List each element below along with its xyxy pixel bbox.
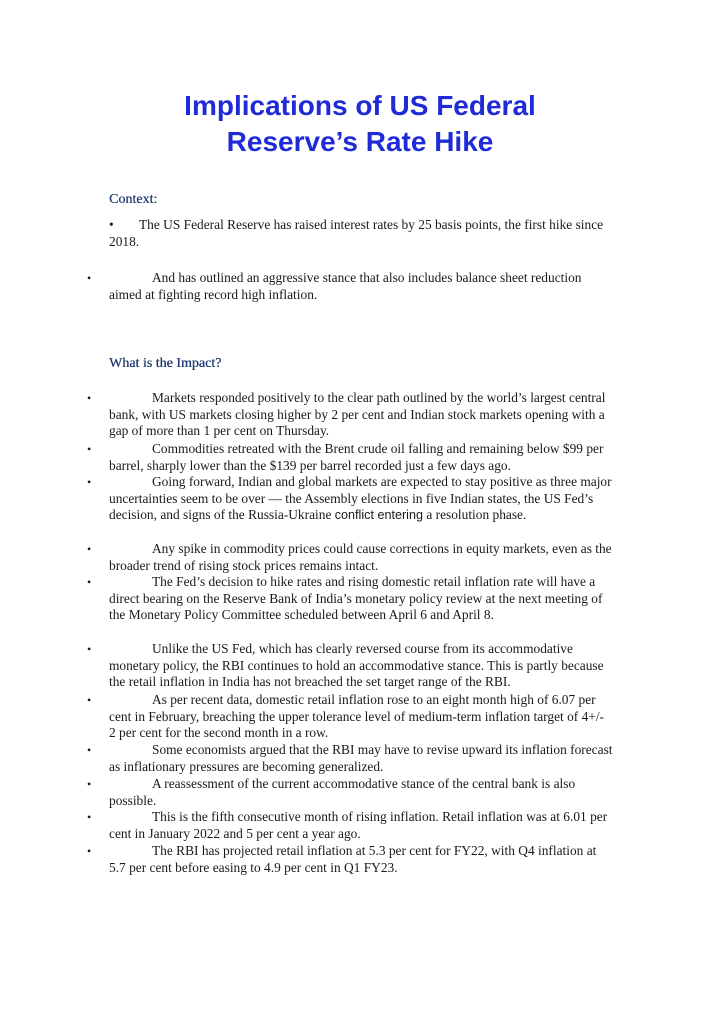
impact-item <box>109 776 614 809</box>
bullet-glyph: • <box>87 693 92 707</box>
impact-item-text: A reassessment of the current accommodative stance of the central bank is also possible. <box>109 776 576 808</box>
impact-item-text: As per recent data, domestic retail inflation rose to an eight month high of 6.07 per cent in February, breaching the upper tolerance level of medium-term inflation target of 4+/- 2 per cent for the second month in a row. <box>109 692 605 741</box>
impact-item <box>109 390 614 440</box>
bullet-glyph: • <box>87 777 92 791</box>
impact-item <box>109 692 614 742</box>
impact-item-text: Some economists argued that the RBI may have to revise upward its inflation forecast as inflationary pressures are becoming generalized. <box>109 742 613 774</box>
impact-item-text: Unlike the US Fed, which has clearly reversed course from its accommodative monetary policy, the RBI continues to hold an accommodative stance. This is partly because the retail inflation in India has not breached the set target range of the RBI. <box>109 641 604 690</box>
bullet-glyph: • <box>87 442 92 456</box>
bullet-glyph: • <box>87 271 92 285</box>
context-item-1-text: The US Federal Reserve has raised interest rates by 25 basis points, the first hike since 2018. <box>109 217 604 249</box>
impact-heading: What is the Impact? <box>109 356 222 371</box>
title-line-2: Reserve’s Rate Hike <box>226 126 494 157</box>
impact-item-text: This is the fifth consecutive month of rising inflation. Retail inflation was at 6.01 per cent in January 2022 and 5 per cent a year ago. <box>109 809 608 841</box>
impact-item-text: The Fed’s decision to hike rates and rising domestic retail inflation rate will have a direct bearing on the Reserve Bank of India’s monetary policy review at the next meeting of the Monetary Policy Committee scheduled between April 6 and April 8. <box>109 574 603 623</box>
bullet-glyph: • <box>109 217 114 232</box>
impact-item-text-end: a resolution phase. <box>422 507 527 523</box>
bullet-glyph: • <box>87 575 92 589</box>
bullet-glyph: • <box>87 642 92 656</box>
page-title <box>0 88 720 160</box>
title-line-1: Implications of US Federal <box>184 90 536 121</box>
context-item-1 <box>109 217 614 250</box>
bullet-glyph: • <box>87 475 92 489</box>
impact-item <box>109 809 614 842</box>
impact-item <box>109 742 614 775</box>
impact-item-text: Markets responded positively to the clear path outlined by the world’s largest central bank, with US markets closing higher by 2 per cent and Indian stock markets opening with a gap of more than 1 per cent on Thursday. <box>109 390 606 439</box>
impact-item <box>109 441 614 474</box>
bullet-glyph: • <box>87 391 92 405</box>
context-heading: Context: <box>109 192 158 207</box>
impact-item-text: Commodities retreated with the Brent crude oil falling and remaining below $99 per barrel, sharply lower than the $139 per barrel recorded just a few days ago. <box>109 441 604 473</box>
bullet-glyph: • <box>87 743 92 757</box>
context-item-2-text: And has outlined an aggressive stance that also includes balance sheet reduction aimed at fighting record high inflation. <box>109 270 582 302</box>
impact-item-text: The RBI has projected retail inflation at 5.3 per cent for FY22, with Q4 inflation at 5.7 per cent before easing to 4.9 per cent in Q1 FY23. <box>109 843 597 875</box>
bullet-glyph: • <box>87 542 92 556</box>
impact-item <box>109 641 614 691</box>
bullet-glyph: • <box>87 810 92 824</box>
bullet-glyph: • <box>87 844 92 858</box>
impact-item <box>109 843 614 876</box>
impact-item <box>109 541 614 574</box>
impact-item-going-forward <box>109 474 614 524</box>
conflict-entering-text: conflict entering <box>334 508 423 523</box>
context-item-2 <box>109 270 614 303</box>
impact-item <box>109 574 614 624</box>
impact-item-text: Going forward, Indian and global markets are expected to stay positive as three major uncertainties seem to be over — the Assembly elections in five Indian states, the US Fed’s decision, and signs of the Russia-Ukraine <box>109 474 612 523</box>
impact-item-text: Any spike in commodity prices could cause corrections in equity markets, even as the broader trend of rising stock prices remains intact. <box>109 541 612 573</box>
